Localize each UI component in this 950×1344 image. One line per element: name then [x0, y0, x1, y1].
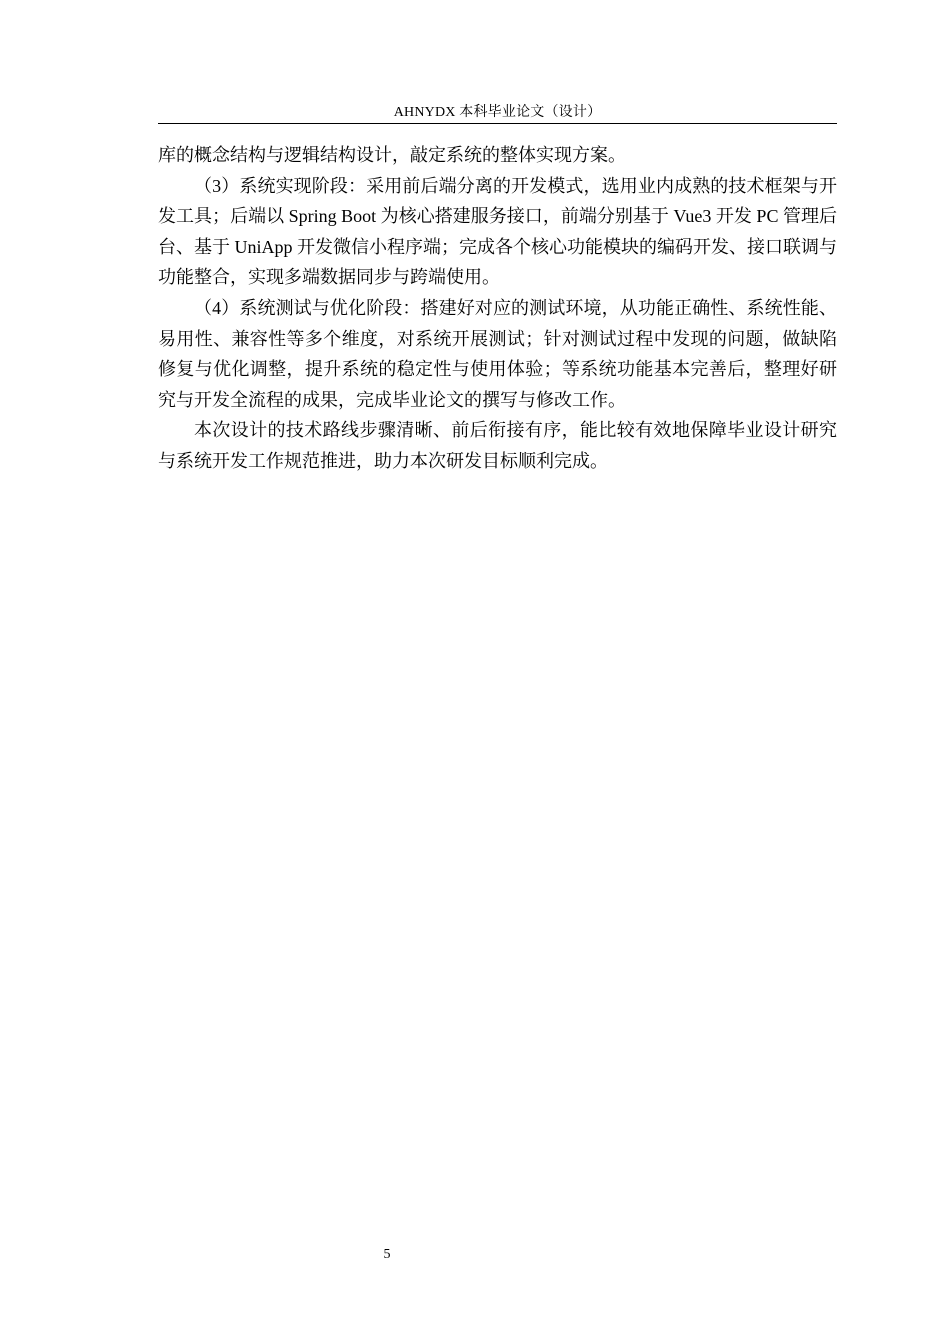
paragraph-implementation-phase: （3）系统实现阶段：采用前后端分离的开发模式，选用业内成熟的技术框架与开发工具；后端以 Spring Boot 为核心搭建服务接口，前端分别基于 Vue3 开发 PC 管理后台、基于 UniApp 开发微信小程序端；完成各个核心功能模块的编码开发、接口联调与功能整合，实现多端数据同步与跨端使用。	[158, 175, 837, 288]
paragraph-testing-phase: （4）系统测试与优化阶段：搭建好对应的测试环境，从功能正确性、系统性能、易用性、兼容性等多个维度，对系统开展测试；针对测试过程中发现的问题，做缺陷修复与优化调整，提升系统的稳定性与使用体验；等系统功能基本完善后，整理好研究与开发全流程的成果，完成毕业论文的撰写与修改工作。	[158, 297, 837, 410]
page-number: 5	[383, 1247, 391, 1262]
running-header: AHNYDX 本科毕业论文（设计）	[393, 105, 602, 120]
body-text	[158, 140, 837, 477]
paragraph-continuation: 库的概念结构与逻辑结构设计，敲定系统的整体实现方案。	[158, 145, 626, 165]
paragraph-summary: 本次设计的技术路线步骤清晰、前后衔接有序，能比较有效地保障毕业设计研究与系统开发工作规范推进，助力本次研发目标顺利完成。	[158, 420, 837, 471]
header-rule	[158, 123, 837, 124]
